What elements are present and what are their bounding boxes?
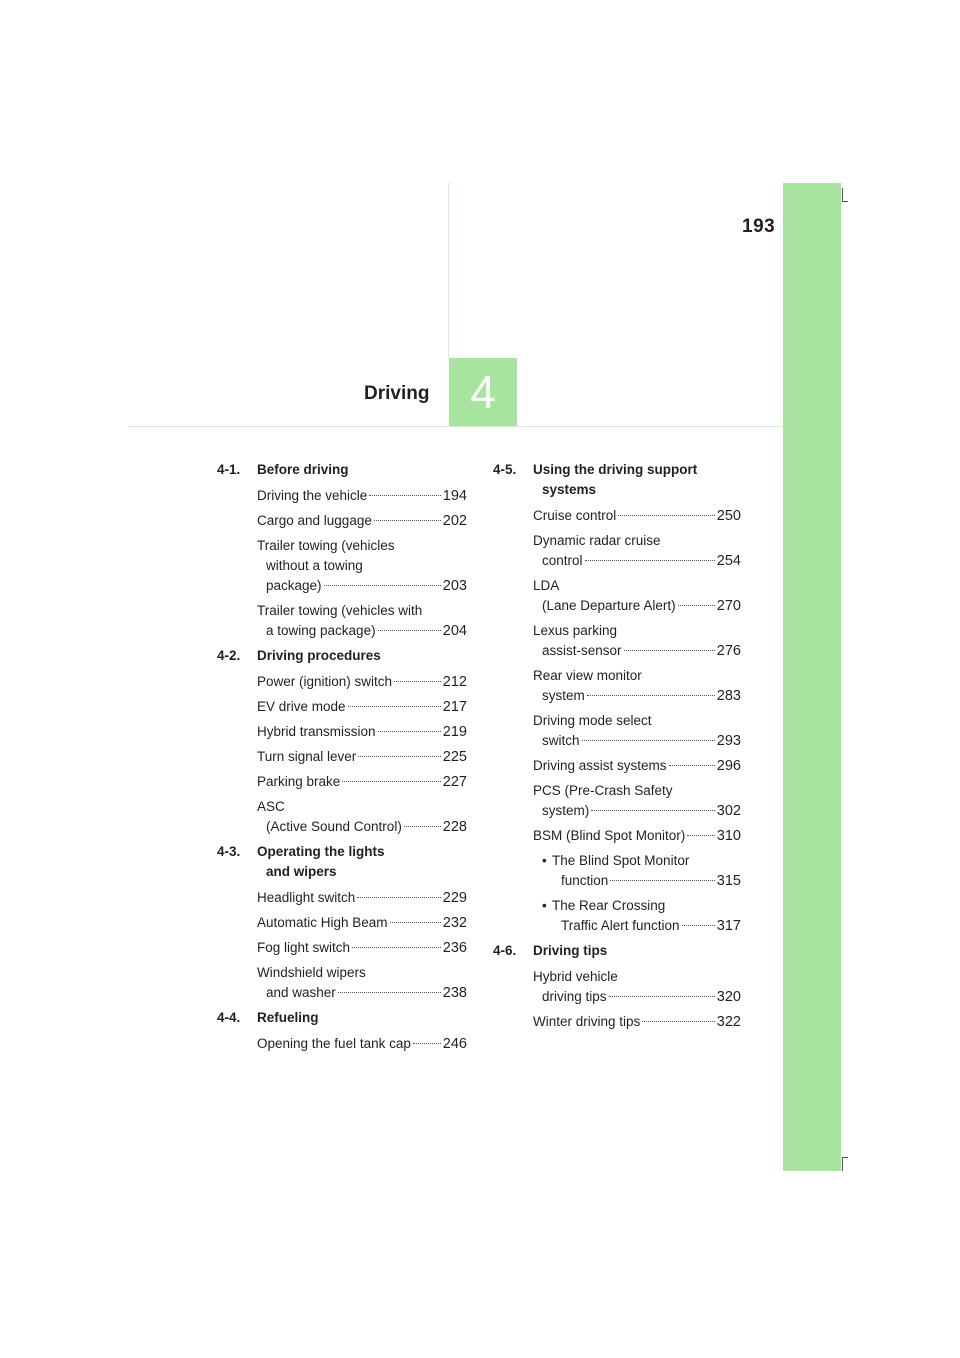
dot-leader — [624, 650, 715, 651]
toc-entry[interactable] — [533, 851, 741, 891]
toc-entry-label: control — [542, 553, 583, 568]
toc-entry-line — [542, 871, 741, 891]
section-title-line: Using the driving support — [533, 462, 698, 477]
toc-entry-label: function — [561, 873, 609, 888]
toc-entry[interactable] — [533, 531, 741, 571]
toc-entry-line — [257, 963, 467, 983]
section-title-line: Driving tips — [533, 943, 608, 958]
section-title — [257, 460, 467, 480]
dot-leader — [348, 706, 441, 707]
dot-leader — [582, 740, 715, 741]
toc-entry-label: Turn signal lever — [257, 749, 357, 764]
section-title-line: Refueling — [257, 1010, 319, 1025]
section-number: 4-2. — [217, 648, 241, 663]
toc-page-number: 236 — [442, 940, 467, 956]
dot-leader — [404, 826, 441, 827]
toc-page-number: 270 — [716, 598, 741, 614]
toc-entry-line — [533, 576, 741, 596]
toc-entry-line — [533, 641, 741, 661]
toc-entry-label: switch — [542, 733, 580, 748]
toc-entry-line — [542, 851, 741, 871]
toc-page-number: 238 — [442, 985, 467, 1001]
toc-entry-label: The Blind Spot Monitor — [552, 853, 690, 868]
toc-entry-label: and washer — [266, 985, 336, 1000]
toc-page-number: 204 — [442, 623, 467, 639]
toc-entry-label: BSM (Blind Spot Monitor) — [533, 828, 686, 843]
toc-entry-line — [533, 781, 741, 801]
dot-leader — [378, 630, 441, 631]
toc-entry-label: (Active Sound Control) — [266, 819, 402, 834]
toc-entry-line — [257, 697, 467, 717]
toc-entry-label: EV drive mode — [257, 699, 346, 714]
toc-entry[interactable] — [257, 913, 467, 933]
toc-entry-label: Parking brake — [257, 774, 341, 789]
dot-leader — [338, 992, 441, 993]
toc-entry-label: Power (ignition) switch — [257, 674, 393, 689]
toc-entry[interactable] — [533, 621, 741, 661]
toc-entry[interactable] — [533, 666, 741, 706]
toc-entry-label: Driving the vehicle — [257, 488, 368, 503]
toc-entry[interactable] — [257, 722, 467, 742]
toc-page-number: 250 — [716, 508, 741, 524]
section-title — [257, 1008, 467, 1028]
toc-section — [493, 460, 741, 936]
dot-leader — [357, 897, 441, 898]
toc-entry-line — [257, 888, 467, 908]
toc-page-number: 293 — [716, 733, 741, 749]
toc-entry-label: Cargo and luggage — [257, 513, 372, 528]
toc-entry[interactable] — [533, 1012, 741, 1032]
toc-entry-label: a towing package) — [266, 623, 376, 638]
section-number: 4-1. — [217, 462, 241, 477]
toc-entry-line — [257, 621, 467, 641]
chapter-number: 4 — [470, 366, 496, 418]
toc-left-column — [217, 460, 467, 1054]
dot-leader — [669, 765, 715, 766]
toc-page-number: 254 — [716, 553, 741, 569]
toc-entry-line — [257, 536, 467, 556]
section-number: 4-3. — [217, 844, 241, 859]
toc-page-number: 203 — [442, 578, 467, 594]
toc-entry-line — [542, 916, 741, 936]
section-number: 4-5. — [493, 462, 517, 477]
toc-entry-label: Headlight switch — [257, 890, 356, 905]
toc-entry-label: Hybrid vehicle — [533, 969, 618, 984]
dot-leader — [585, 560, 715, 561]
toc-entry[interactable] — [257, 772, 467, 792]
toc-entry-line — [533, 1012, 741, 1032]
toc-entry-label: without a towing — [266, 558, 363, 573]
toc-entry-line — [257, 747, 467, 767]
toc-entry[interactable] — [257, 601, 467, 641]
toc-entry-line — [257, 772, 467, 792]
dot-leader — [642, 1021, 715, 1022]
toc-entry-line — [257, 601, 467, 621]
toc-entry[interactable] — [533, 506, 741, 526]
dot-leader — [687, 835, 714, 836]
toc-page-number: 302 — [716, 803, 741, 819]
toc-section — [217, 842, 467, 1003]
chapter-side-tab — [783, 183, 841, 1171]
toc-entry[interactable] — [257, 747, 467, 767]
dot-leader — [394, 681, 441, 682]
section-title-line: Before driving — [257, 462, 349, 477]
toc-entry-line — [542, 896, 741, 916]
toc-page-number: 229 — [442, 890, 467, 906]
section-title — [257, 646, 467, 666]
header-vertical-rule — [448, 183, 449, 358]
toc-entry[interactable] — [257, 963, 467, 1003]
crop-mark-bottom-foot — [842, 1157, 848, 1158]
dot-leader — [618, 515, 715, 516]
dot-leader — [682, 925, 715, 926]
toc-entry[interactable] — [257, 938, 467, 958]
toc-entry[interactable] — [257, 697, 467, 717]
dot-leader — [413, 1043, 441, 1044]
crop-mark-top-foot — [842, 201, 848, 202]
section-title-line: Driving procedures — [257, 648, 381, 663]
dot-leader — [352, 947, 441, 948]
toc-entry-line — [257, 817, 467, 837]
toc-entry-label: Automatic High Beam — [257, 915, 388, 930]
toc-entry-line — [533, 596, 741, 616]
toc-entry-label: Driving mode select — [533, 713, 652, 728]
section-title — [257, 842, 467, 882]
toc-entry-line — [533, 731, 741, 751]
toc-entry[interactable] — [257, 536, 467, 596]
toc-section — [217, 646, 467, 837]
toc-entry[interactable] — [257, 888, 467, 908]
dot-leader — [358, 756, 441, 757]
chapter-title: Driving — [364, 383, 430, 404]
toc-entry-label: (Lane Departure Alert) — [542, 598, 676, 613]
toc-entry-label: The Rear Crossing — [552, 898, 666, 913]
toc-section — [217, 460, 467, 641]
toc-page-number: 194 — [442, 488, 467, 504]
dot-leader — [374, 520, 441, 521]
toc-page-number: 315 — [716, 873, 741, 889]
toc-entry-label: package) — [266, 578, 322, 593]
toc-entry-label: Dynamic radar cruise — [533, 533, 661, 548]
toc-entry-line — [257, 913, 467, 933]
toc-entry[interactable] — [257, 797, 467, 837]
toc-entry-line — [533, 711, 741, 731]
toc-entry[interactable] — [533, 896, 741, 936]
toc-entry-line — [257, 722, 467, 742]
dot-leader — [610, 880, 715, 881]
toc-section — [493, 941, 741, 1032]
toc-page-number: 225 — [442, 749, 467, 765]
toc-entry[interactable] — [257, 511, 467, 531]
dot-leader — [342, 781, 441, 782]
toc-entry-line — [533, 967, 741, 987]
toc-entry-label: Winter driving tips — [533, 1014, 641, 1029]
toc-entry-label: ASC — [257, 799, 285, 814]
toc-page-number: 246 — [442, 1036, 467, 1052]
toc-entry[interactable] — [533, 576, 741, 616]
toc-entry-line — [533, 551, 741, 571]
toc-page-number: 202 — [442, 513, 467, 529]
toc-entry-label: Rear view monitor — [533, 668, 642, 683]
dot-leader — [678, 605, 715, 606]
toc-page-number: 212 — [442, 674, 467, 690]
toc-entry-line — [533, 506, 741, 526]
toc-entry[interactable] — [257, 672, 467, 692]
toc-entry-line — [533, 531, 741, 551]
header-horizontal-rule — [128, 426, 783, 427]
toc-entry-label: assist-sensor — [542, 643, 622, 658]
section-title-line: systems — [542, 482, 597, 497]
toc-entry-line — [257, 576, 467, 596]
section-title — [533, 941, 741, 961]
toc-entry-line — [533, 987, 741, 1007]
toc-entry-label: Trailer towing (vehicles with — [257, 603, 423, 618]
toc-page-number: 219 — [442, 724, 467, 740]
toc-page-number: 322 — [716, 1014, 741, 1030]
section-title-line: Operating the lights — [257, 844, 385, 859]
dot-leader — [609, 996, 715, 997]
crop-mark-bottom — [842, 1157, 843, 1171]
toc-page-number: 227 — [442, 774, 467, 790]
toc-page-number: 296 — [716, 758, 741, 774]
dot-leader — [378, 731, 441, 732]
toc-entry[interactable] — [257, 486, 467, 506]
toc-page-number: 317 — [716, 918, 741, 934]
toc-entry-line — [533, 756, 741, 776]
bullet-mark: • — [542, 898, 547, 913]
toc-entry-label: Traffic Alert function — [561, 918, 680, 933]
bullet-mark: • — [542, 853, 547, 868]
toc-page-number: 310 — [716, 828, 741, 844]
toc-page-number: 232 — [442, 915, 467, 931]
section-title-line: and wipers — [266, 864, 337, 879]
toc-entry-label: Lexus parking — [533, 623, 618, 638]
toc-entry[interactable] — [257, 1034, 467, 1054]
toc-entry[interactable] — [533, 711, 741, 751]
toc-entry-line — [533, 666, 741, 686]
toc-entry-line — [257, 486, 467, 506]
toc-entry-line — [533, 686, 741, 706]
toc-entry-label: system — [542, 688, 585, 703]
page-number: 193 — [742, 216, 776, 237]
toc-entry-line — [533, 801, 741, 821]
toc-entry-label: PCS (Pre-Crash Safety — [533, 783, 673, 798]
toc-page-number: 320 — [716, 989, 741, 1005]
toc-entry-line — [533, 621, 741, 641]
toc-page-number: 283 — [716, 688, 741, 704]
toc-entry-label: Opening the fuel tank cap — [257, 1036, 411, 1051]
toc-entry-line — [257, 672, 467, 692]
toc-entry-line — [257, 983, 467, 1003]
toc-right-column — [493, 460, 741, 1032]
toc-entry-label: Trailer towing (vehicles — [257, 538, 395, 553]
toc-page-number: 228 — [442, 819, 467, 835]
toc-entry-label: Fog light switch — [257, 940, 351, 955]
toc-entry[interactable] — [533, 967, 741, 1007]
toc-entry-label: Driving assist systems — [533, 758, 667, 773]
toc-entry-label: driving tips — [542, 989, 607, 1004]
dot-leader — [324, 585, 441, 586]
dot-leader — [591, 810, 715, 811]
toc-entry-line — [257, 938, 467, 958]
toc-entry-label: Cruise control — [533, 508, 617, 523]
toc-entry[interactable] — [533, 826, 741, 846]
toc-section — [217, 1008, 467, 1054]
chapter-number-box — [449, 358, 517, 426]
toc-entry-label: Hybrid transmission — [257, 724, 376, 739]
toc-entry[interactable] — [533, 756, 741, 776]
dot-leader — [369, 495, 440, 496]
toc-entry-label: system) — [542, 803, 590, 818]
toc-page-number: 276 — [716, 643, 741, 659]
dot-leader — [587, 695, 715, 696]
toc-entry-line — [257, 797, 467, 817]
toc-entry-label: Windshield wipers — [257, 965, 366, 980]
toc-page-number: 217 — [442, 699, 467, 715]
section-number: 4-6. — [493, 943, 517, 958]
toc-entry-line — [533, 826, 741, 846]
toc-entry-line — [257, 1034, 467, 1054]
section-title — [533, 460, 741, 500]
toc-entry-line — [257, 556, 467, 576]
toc-entry-label: LDA — [533, 578, 560, 593]
toc-entry-line — [257, 511, 467, 531]
dot-leader — [390, 922, 441, 923]
section-number: 4-4. — [217, 1010, 241, 1025]
toc-entry[interactable] — [533, 781, 741, 821]
crop-mark-top — [842, 188, 843, 202]
